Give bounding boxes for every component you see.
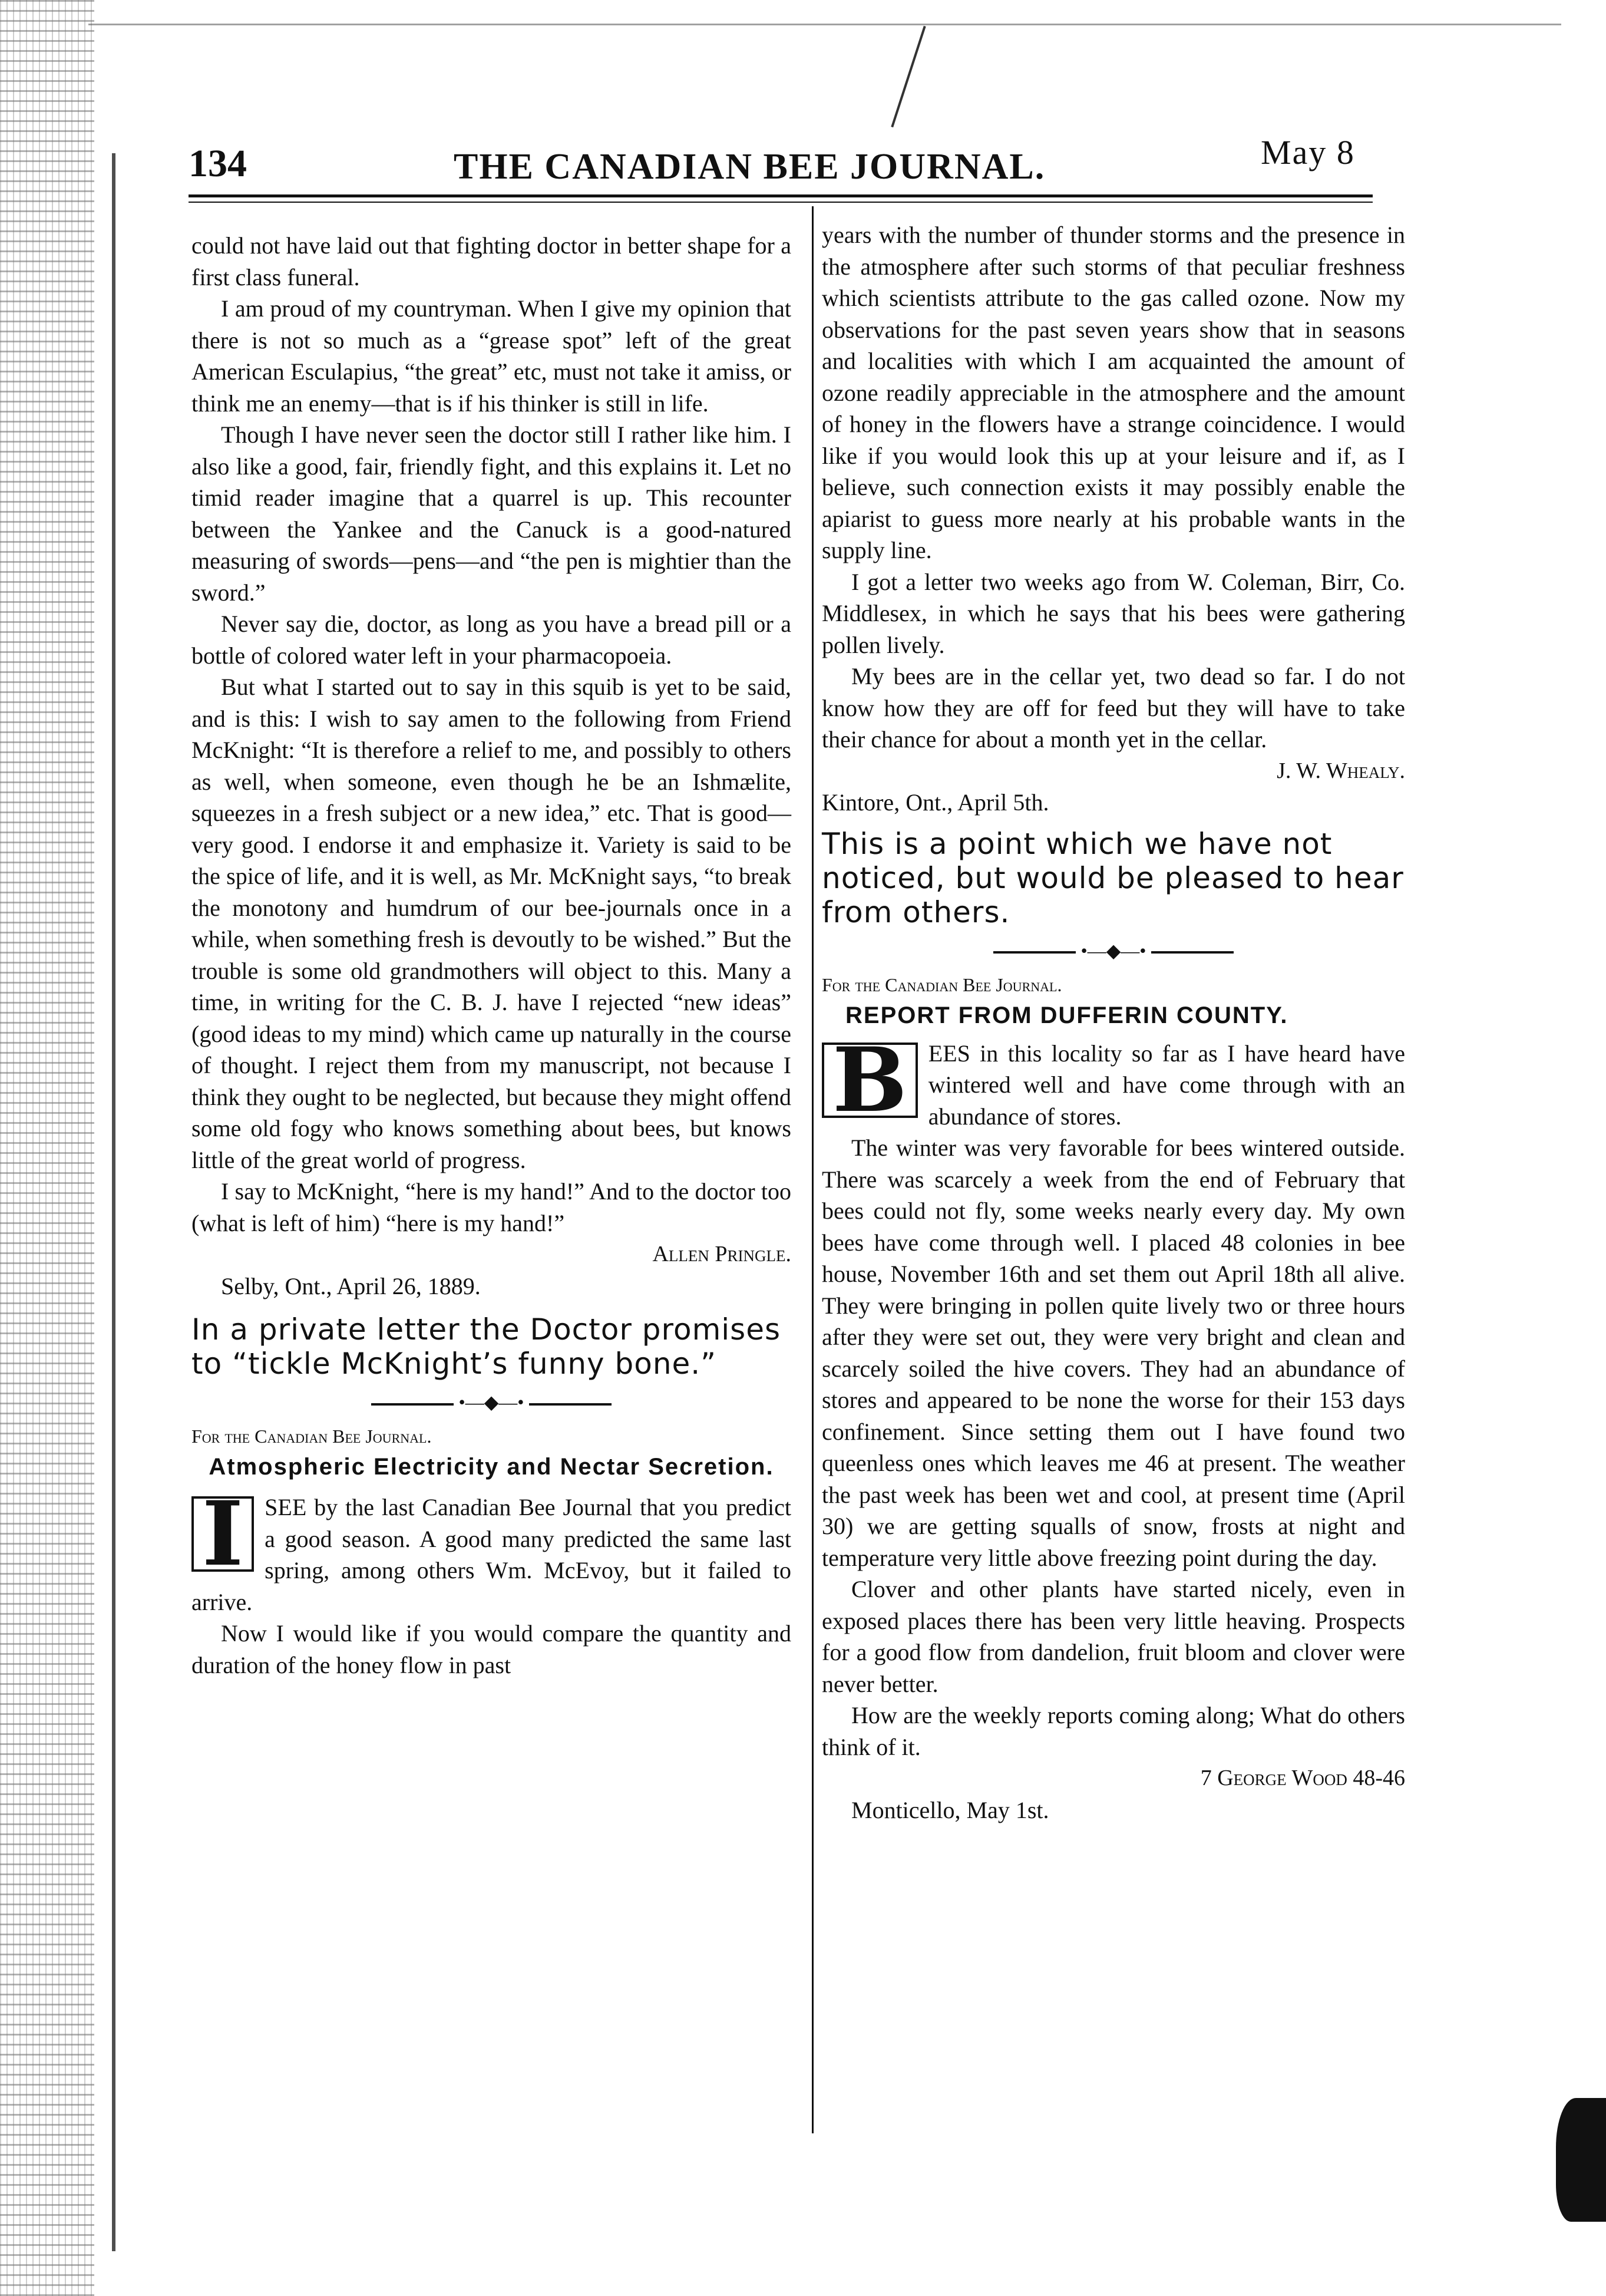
drop-cap: B	[822, 1043, 918, 1118]
body-paragraph: Never say die, doctor, as long as you have a bread pill or a bottle of colored water left in your pharmacopoeia.	[191, 611, 791, 669]
journal-title: THE CANADIAN BEE JOURNAL.	[454, 147, 1046, 187]
body-paragraph: could not have laid out that fighting doctor in better shape for a first class funeral.	[191, 232, 791, 291]
right-column	[822, 219, 1405, 1826]
body-paragraph: Though I have never seen the doctor still I rather like him. I also like a good, fair, friendly fight, and this explains it. Let no timid reader imagine that a quarrel is up. This recounter between the Yankee and the Canuck is a good-natured measuring of swords—pens—and “the pen is mightier than the sword.”	[191, 421, 791, 606]
article-title: REPORT FROM DUFFERIN COUNTY.	[845, 1002, 1288, 1028]
section-ornament: •—◆—•	[191, 1389, 791, 1415]
header-rule-top	[189, 194, 1373, 197]
scan-ink-blot	[1556, 2098, 1606, 2222]
body-paragraph: How are the weekly reports coming along; What do others think of it.	[822, 1702, 1405, 1760]
body-paragraph: The winter was very favorable for bees wintered outside. There was scarcely a week from the end of February that bees could not fly, some weeks nearly every day. My own bees have come through well. I placed 48 colonies in bee house, November 16th and set them out April 18th all alive. They were bringing in pollen quite lively two or three hours after they were set out, they were very bright and clean and scarcely soiled the hive covers. They had an abundance of stores and appeared to be none the worse for their 153 days confinement. Since setting them out I have found two queenless ones which leaves me 46 at present. The weather the past week has been wet and cool, at present time (April 30) we are getting squalls of snow, frosts at night and temperature very little above freezing point during the day.	[822, 1134, 1405, 1571]
page-number: 134	[189, 142, 247, 185]
body-paragraph: I am proud of my countryman. When I give my opinion that there is not so much as a “grease spot” left of the great American Esculapius, “the great” etc, must not take it amiss, or think me an enemy—that is if his thinker is still in life.	[191, 295, 791, 417]
body-paragraph: But what I started out to say in this squib is yet to be said, and is this: I wish to say amen to the following from Friend McKnight: “It is therefore a relief to me, and possibly to others as well, when someone, even though he be an Ishmælite, squeezes in a fresh subject or a new idea,” etc. That is good— very good. I endorse it and emphasize it. Variety is said to be the spice of life, and it is well, as Mr. McKnight says, “to break the monotony and humdrum of our bee-journals once in a while, when something fresh is devoutly to be wished.” But the trouble is some old grandmothers will object to this. Many a time, in writing for the C. B. J. have I rejected “new ideas” (good ideas to my mind) which came up naturally in the course of thought. I reject them from my manuscript, not because I think they ought to be neglected, but because they might offend some old fogy who knows something about bees, but knows little of the great world of progress.	[191, 674, 791, 1173]
article-opening	[822, 1028, 1405, 1133]
article-kicker: For the Canadian Bee Journal.	[191, 1426, 432, 1447]
author-signature: 7 George Wood 48-46	[1200, 1766, 1405, 1790]
author-signature: Allen Pringle.	[652, 1242, 791, 1266]
body-paragraph: SEE by the last Canadian Bee Journal that you predict a good season. A good many predicted the same last spring, among others Wm. McEvoy, but it failed to arrive.	[191, 1494, 791, 1615]
editor-note: This is a point which we have not noticed, but would be pleased to hear from others.	[822, 826, 1404, 929]
header-rule-bottom	[189, 202, 1373, 203]
drop-cap: I	[191, 1496, 254, 1572]
dateline: Monticello, May 1st.	[851, 1796, 1049, 1823]
column-divider	[812, 206, 814, 2133]
body-paragraph: I say to McKnight, “here is my hand!” And to the doctor too (what is left of him) “here is my hand!”	[191, 1178, 791, 1236]
scanned-binding-edge	[0, 0, 94, 2296]
binding-shadow-line	[112, 153, 115, 2251]
editor-note: In a private letter the Doctor promises to “tickle McKnight’s funny bone.”	[191, 1312, 781, 1381]
body-paragraph: Now I would like if you would compare the quantity and duration of the honey flow in past	[191, 1620, 791, 1678]
body-paragraph: I got a letter two weeks ago from W. Coleman, Birr, Co. Middlesex, in which he says that his bees were gathering pollen lively.	[822, 568, 1405, 658]
article-opening	[191, 1482, 791, 1618]
scan-top-edge	[88, 24, 1561, 25]
dateline: Selby, Ont., April 26, 1889.	[221, 1272, 481, 1299]
body-paragraph: Clover and other plants have started nicely, even in exposed places there has been very little heaving. Prospects for a good flow from dandelion, fruit bloom and clover were never better.	[822, 1576, 1405, 1697]
author-signature: J. W. Whealy.	[1277, 758, 1405, 783]
scan-mark	[891, 26, 926, 127]
section-ornament: •—◆—•	[822, 938, 1405, 964]
article-title: Atmospheric Electricity and Nectar Secretion.	[209, 1454, 774, 1480]
body-paragraph: years with the number of thunder storms and the presence in the atmosphere after such storms of that peculiar freshness which scientists attribute to the gas called ozone. Now my observations for the past seven years show that in seasons and localities with which I am acquainted the amount of ozone readily appreciable in the atmosphere and the amount of honey in the flowers have a strange coincidence. I would like if you would look this up at your leisure and if, as I believe, such connection exists it may possibly enable the apiarist to guess more nearly at his probable wants in the supply line.	[822, 222, 1405, 563]
dateline: Kintore, Ont., April 5th.	[822, 789, 1049, 816]
issue-date: May 8	[1261, 133, 1355, 171]
left-column	[191, 230, 791, 1681]
article-kicker: For the Canadian Bee Journal.	[822, 974, 1062, 995]
body-paragraph: My bees are in the cellar yet, two dead so far. I do not know how they are off for feed but they will have to take their chance for about a month yet in the cellar.	[822, 663, 1405, 753]
body-paragraph: EES in this locality so far as I have heard have wintered well and have come through with an abundance of stores.	[928, 1040, 1405, 1130]
